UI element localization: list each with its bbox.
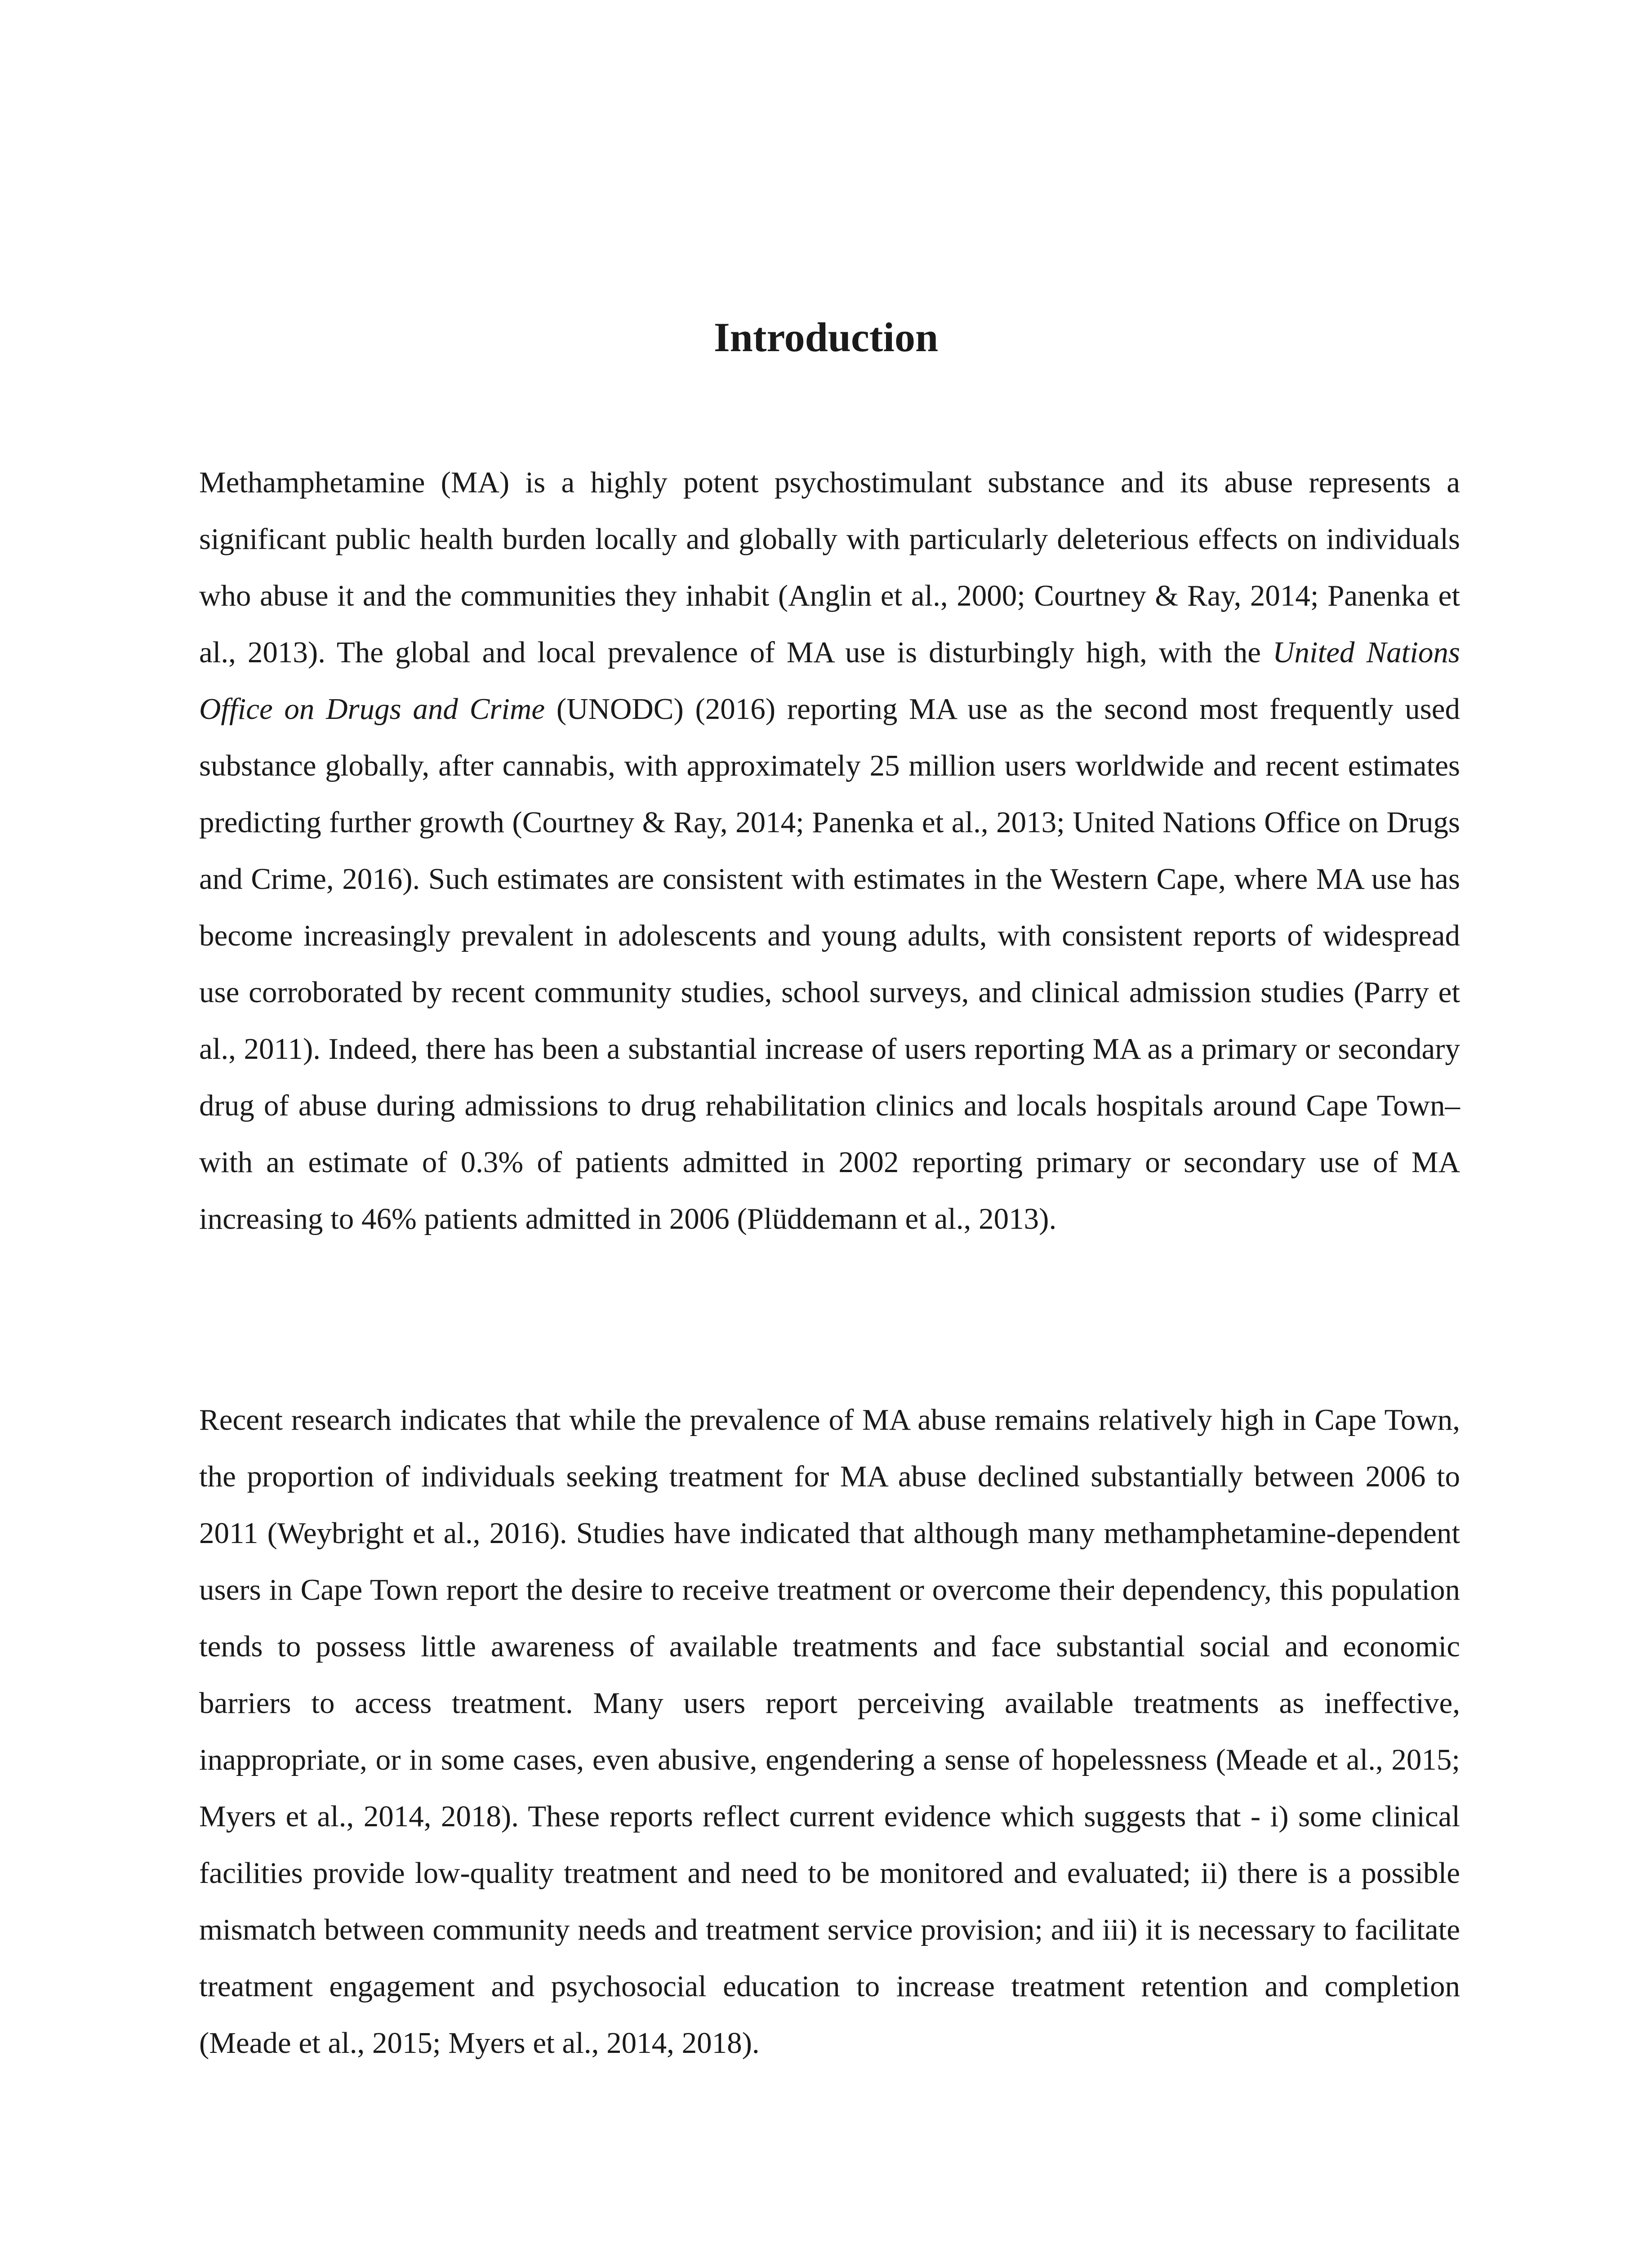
section-heading: Introduction [713,314,939,360]
paragraph-1-text-start: Methamphetamine (MA) is a highly potent psychostimulant substance and its abuse represents a significant public health burden locally and globally with particularly deleterious effects on individuals who abuse it and the communities they inhabit (Anglin et al., 2000; Courtney & Ray, 2014; Panenka et al., 2013). The global and local prevalence of MA use is disturbingly high, with the [199,466,1460,669]
paragraph-1-text-end: (UNODC) (2016) reporting MA use as the second most frequently used substance globally, after cannabis, with approximately 25 million users worldwide and recent estimates predicting further growth (Courtney & Ray, 2014; Panenka et al., 2013; United Nations Office on Drugs and Crime, 2016). Such estimates are consistent with estimates in the Western Cape, where MA use has become increasingly prevalent in adolescents and young adults, with consistent reports of widespread use corroborated by recent community studies, school surveys, and clinical admission studies (Parry et al., 2011). Indeed, there has been a substantial increase of users reporting MA as a primary or secondary drug of abuse during admissions to drug rehabilitation clinics and locals hospitals around Cape Town–with an estimate of 0.3% of patients admitted in 2002 reporting primary or secondary use of MA increasing to 46% patients admitted in 2006 (Plüddemann et al., 2013). [199,692,1461,1236]
paragraph-1 [199,454,1460,1247]
paragraph-1-italic-org-name: United Nations Office on Drugs and Crime [199,636,1460,726]
paragraph-2: Recent research indicates that while the prevalence of MA abuse remains relatively high in Cape Town, the proportion of individuals seeking treatment for MA abuse declined substantially between 2006 to 2011 (Weybright et al., 2016). Studies have indicated that although many methamphetamine-dependent users in Cape Town report the desire to receive treatment or overcome their dependency, this population tends to possess little awareness of available treatments and face substantial social and economic barriers to access treatment. Many users report perceiving available treatments as ineffective, inappropriate, or in some cases, even abusive, engendering a sense of hopelessness (Meade et al., 2015; Myers et al., 2014, 2018). These reports reflect current evidence which suggests that - i) some clinical facilities provide low-quality treatment and need to be monitored and evaluated; ii) there is a possible mismatch between community needs and treatment service provision; and iii) it is necessary to facilitate treatment engagement and psychosocial education to increase treatment retention and completion (Meade et al., 2015; Myers et al., 2014, 2018). [199,1403,1460,2060]
